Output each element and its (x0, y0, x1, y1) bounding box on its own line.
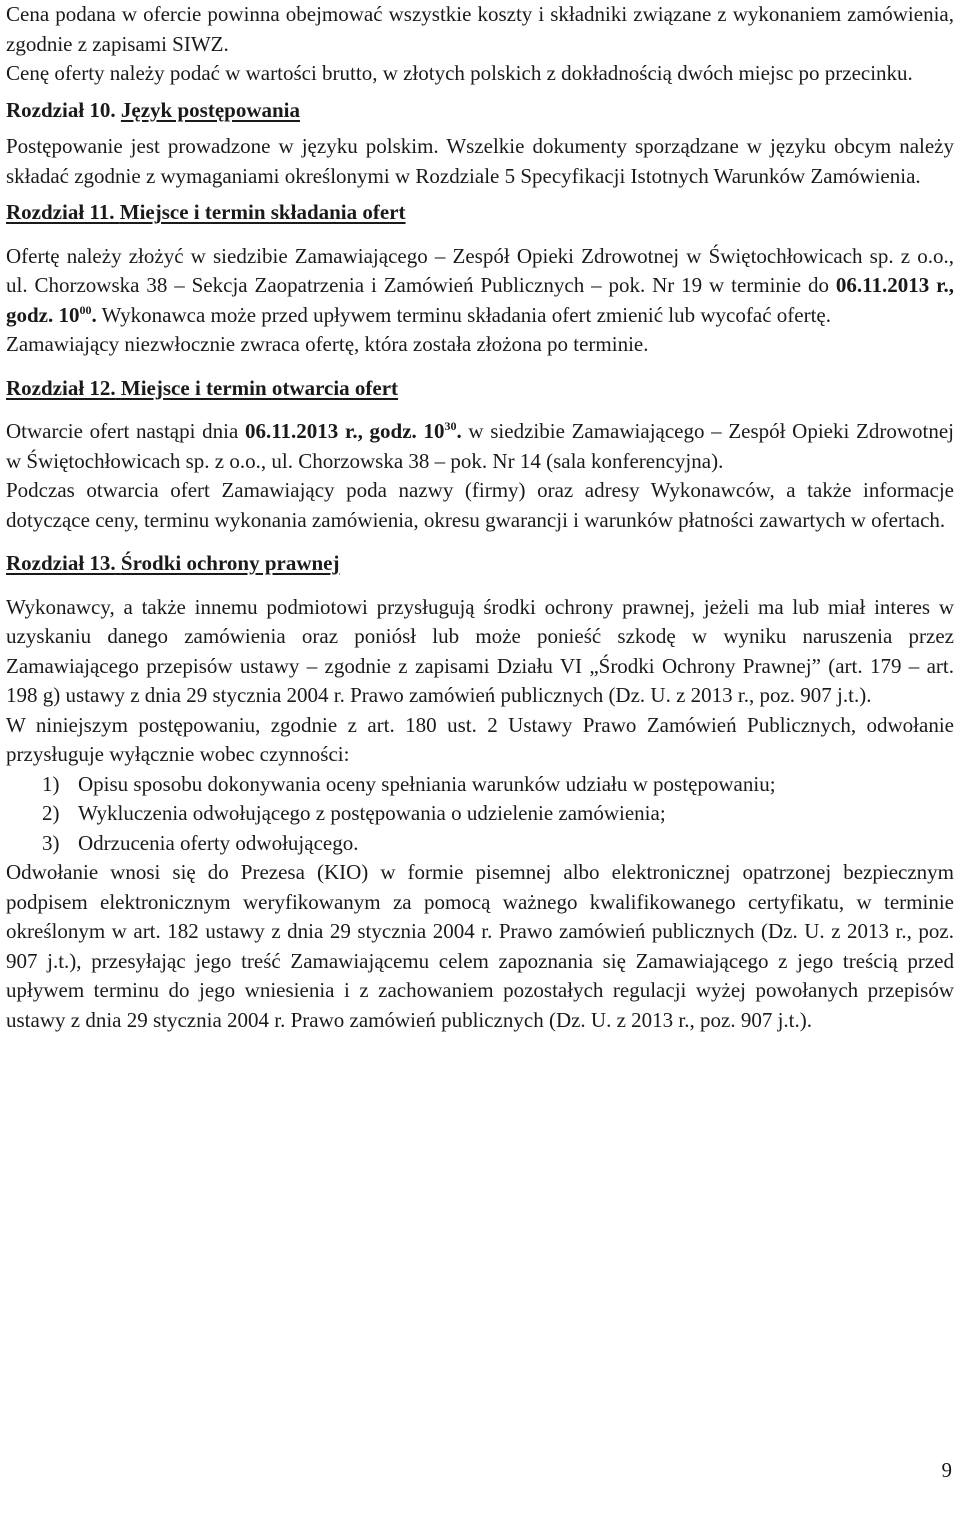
chapter-13-number: Rozdział 13. (6, 551, 116, 575)
chapter-10-paragraph: Postępowanie jest prowadzone w języku polskim. Wszelkie dokumenty sporządzane w języku obcym należy składać zgodnie z wymaganiami określonymi w Rozdziale 5 Specyfikacji Istotnych Warunków Zamówienia. (6, 134, 954, 188)
list-item-number: 3) (42, 830, 60, 855)
opening-deadline-date: 06.11.2013 r., godz. 10 (244, 419, 445, 443)
chapter-11-title: Miejsce i termin składania ofert (119, 200, 406, 224)
opening-deadline (245, 419, 462, 443)
submission-deadline-minutes: 00 (79, 302, 92, 317)
list-item-text: Opisu sposobu dokonywania oceny spełniania warunków udziału w postępowaniu; (78, 771, 776, 796)
opening-deadline-dot: . (456, 419, 462, 443)
opening-deadline-minutes: 30 (444, 419, 457, 433)
chapter-11-withdrawal-text: Wykonawca może przed upływem terminu składania ofert zmienić lub wycofać ofertę. (96, 302, 831, 327)
document-page (6, 0, 954, 1035)
chapter-11-heading (6, 198, 954, 228)
chapter-13-heading (6, 549, 954, 579)
chapter-13-paragraph-remedies: Wykonawcy, a także innemu podmiotowi przysługują środki ochrony prawnej, jeżeli ma lub miał interes w uzyskaniu danego zamówienia oraz poniósł lub może ponieść szkodę w wyniku naruszenia przez Zamawiającego przepisów ustawy – zgodnie z zapisami Działu VI „Środki Ochrony Prawnej” (art. 179 – art. 198 g) ustawy z dnia 29 stycznia 2004 r. Prawo zamówień publicznych (Dz. U. z 2013 r., poz. 907 j.t.). (6, 594, 954, 707)
chapter-12-location-text: w siedzibie Zamawiającego – Zespół Opieki Zdrowotnej w Świętochłowicach sp. z o.o., ul. Chorzowska 38 – pok. Nr 14 (sala konferencyjna). (6, 419, 954, 473)
appeal-actions-list (6, 770, 954, 859)
chapter-11-submission-text: Ofertę należy złożyć w siedzibie Zamawiającego – Zespół Opieki Zdrowotnej w Świętochłowicach sp. z o.o., ul. Chorzowska 38 – Sekcja Zaopatrzenia i Zamówień Publicznych – pok. Nr 19 w terminie do (6, 243, 954, 297)
chapter-10-number: Rozdział 10. (6, 97, 116, 122)
chapter-12-paragraph-disclosure: Podczas otwarcia ofert Zamawiający poda nazwy (firmy) oraz adresy Wykonawców, a także informacje dotyczące ceny, terminu wykonania zamówienia, okresu gwarancji i warunków płatności zawartych w ofertach. (6, 478, 954, 532)
chapter-13-paragraph-appeal-scope: W niniejszym postępowaniu, zgodnie z art. 180 ust. 2 Ustawy Prawo Zamówień Publicznych, odwołanie przysługuje wyłącznie wobec czynności: (6, 712, 954, 766)
intro-paragraph-price-scope: Cena podana w ofercie powinna obejmować wszystkie koszty i składniki związane z wykonaniem zamówienia, zgodnie z zapisami SIWZ. (6, 2, 954, 56)
chapter-10-title: Język postępowania (120, 97, 301, 122)
list-item (6, 829, 954, 859)
chapter-12-number: Rozdział 12. (6, 375, 116, 400)
submission-deadline-dot: . (91, 302, 97, 327)
submission-deadline-date: 06.11.2013 r., godz. 10 (6, 273, 954, 327)
list-item-text: Wykluczenia odwołującego z postępowania o udzielenie zamówienia; (78, 801, 666, 825)
chapter-13-title: Środki ochrony prawnej (120, 551, 340, 575)
chapter-11-number: Rozdział 11. (6, 200, 115, 224)
chapter-11-paragraph-late-offers: Zamawiający niezwłocznie zwraca ofertę, która została złożona po terminie. (6, 332, 649, 356)
chapter-13-paragraph-appeal-procedure: Odwołanie wnosi się do Prezesa (KIO) w formie pisemnej albo elektronicznej opatrzonej bezpiecznym podpisem elektronicznym weryfikowanym za pomocą ważnego kwalifikowanego certyfikatu, w terminie określonym w art. 182 ustawy z dnia 29 stycznia 2004 r. Prawo zamówień publicznych (Dz. U. z 2013 r., poz. 907 j.t.), przesyłając jego treść Zamawiającemu celem zapoznania się Zamawiającego z jego treścią przed upływem terminu do jego wniesienia i z zachowaniem pozostałych regulacji wyżej powołanych przepisów ustawy z dnia 29 stycznia 2004 r. Prawo zamówień publicznych (Dz. U. z 2013 r., poz. 907 j.t.). (6, 860, 954, 1032)
chapter-12-heading (6, 374, 954, 404)
chapter-12-paragraph-opening (6, 417, 954, 476)
list-item (6, 799, 954, 829)
page-number: 9 (941, 1458, 952, 1482)
list-item (6, 770, 954, 800)
intro-paragraph-price-format: Cenę oferty należy podać w wartości brutto, w złotych polskich z dokładnością dwóch miejsc po przecinku. (6, 61, 913, 85)
chapter-12-opening-text: Otwarcie ofert nastąpi dnia (6, 419, 245, 443)
chapter-10-heading (6, 96, 954, 126)
list-item-number: 2) (42, 801, 60, 825)
chapter-12-title: Miejsce i termin otwarcia ofert (120, 375, 399, 400)
list-item-number: 1) (42, 771, 60, 796)
chapter-11-paragraph-submission (6, 242, 954, 331)
list-item-text: Odrzucenia oferty odwołującego. (78, 830, 359, 855)
